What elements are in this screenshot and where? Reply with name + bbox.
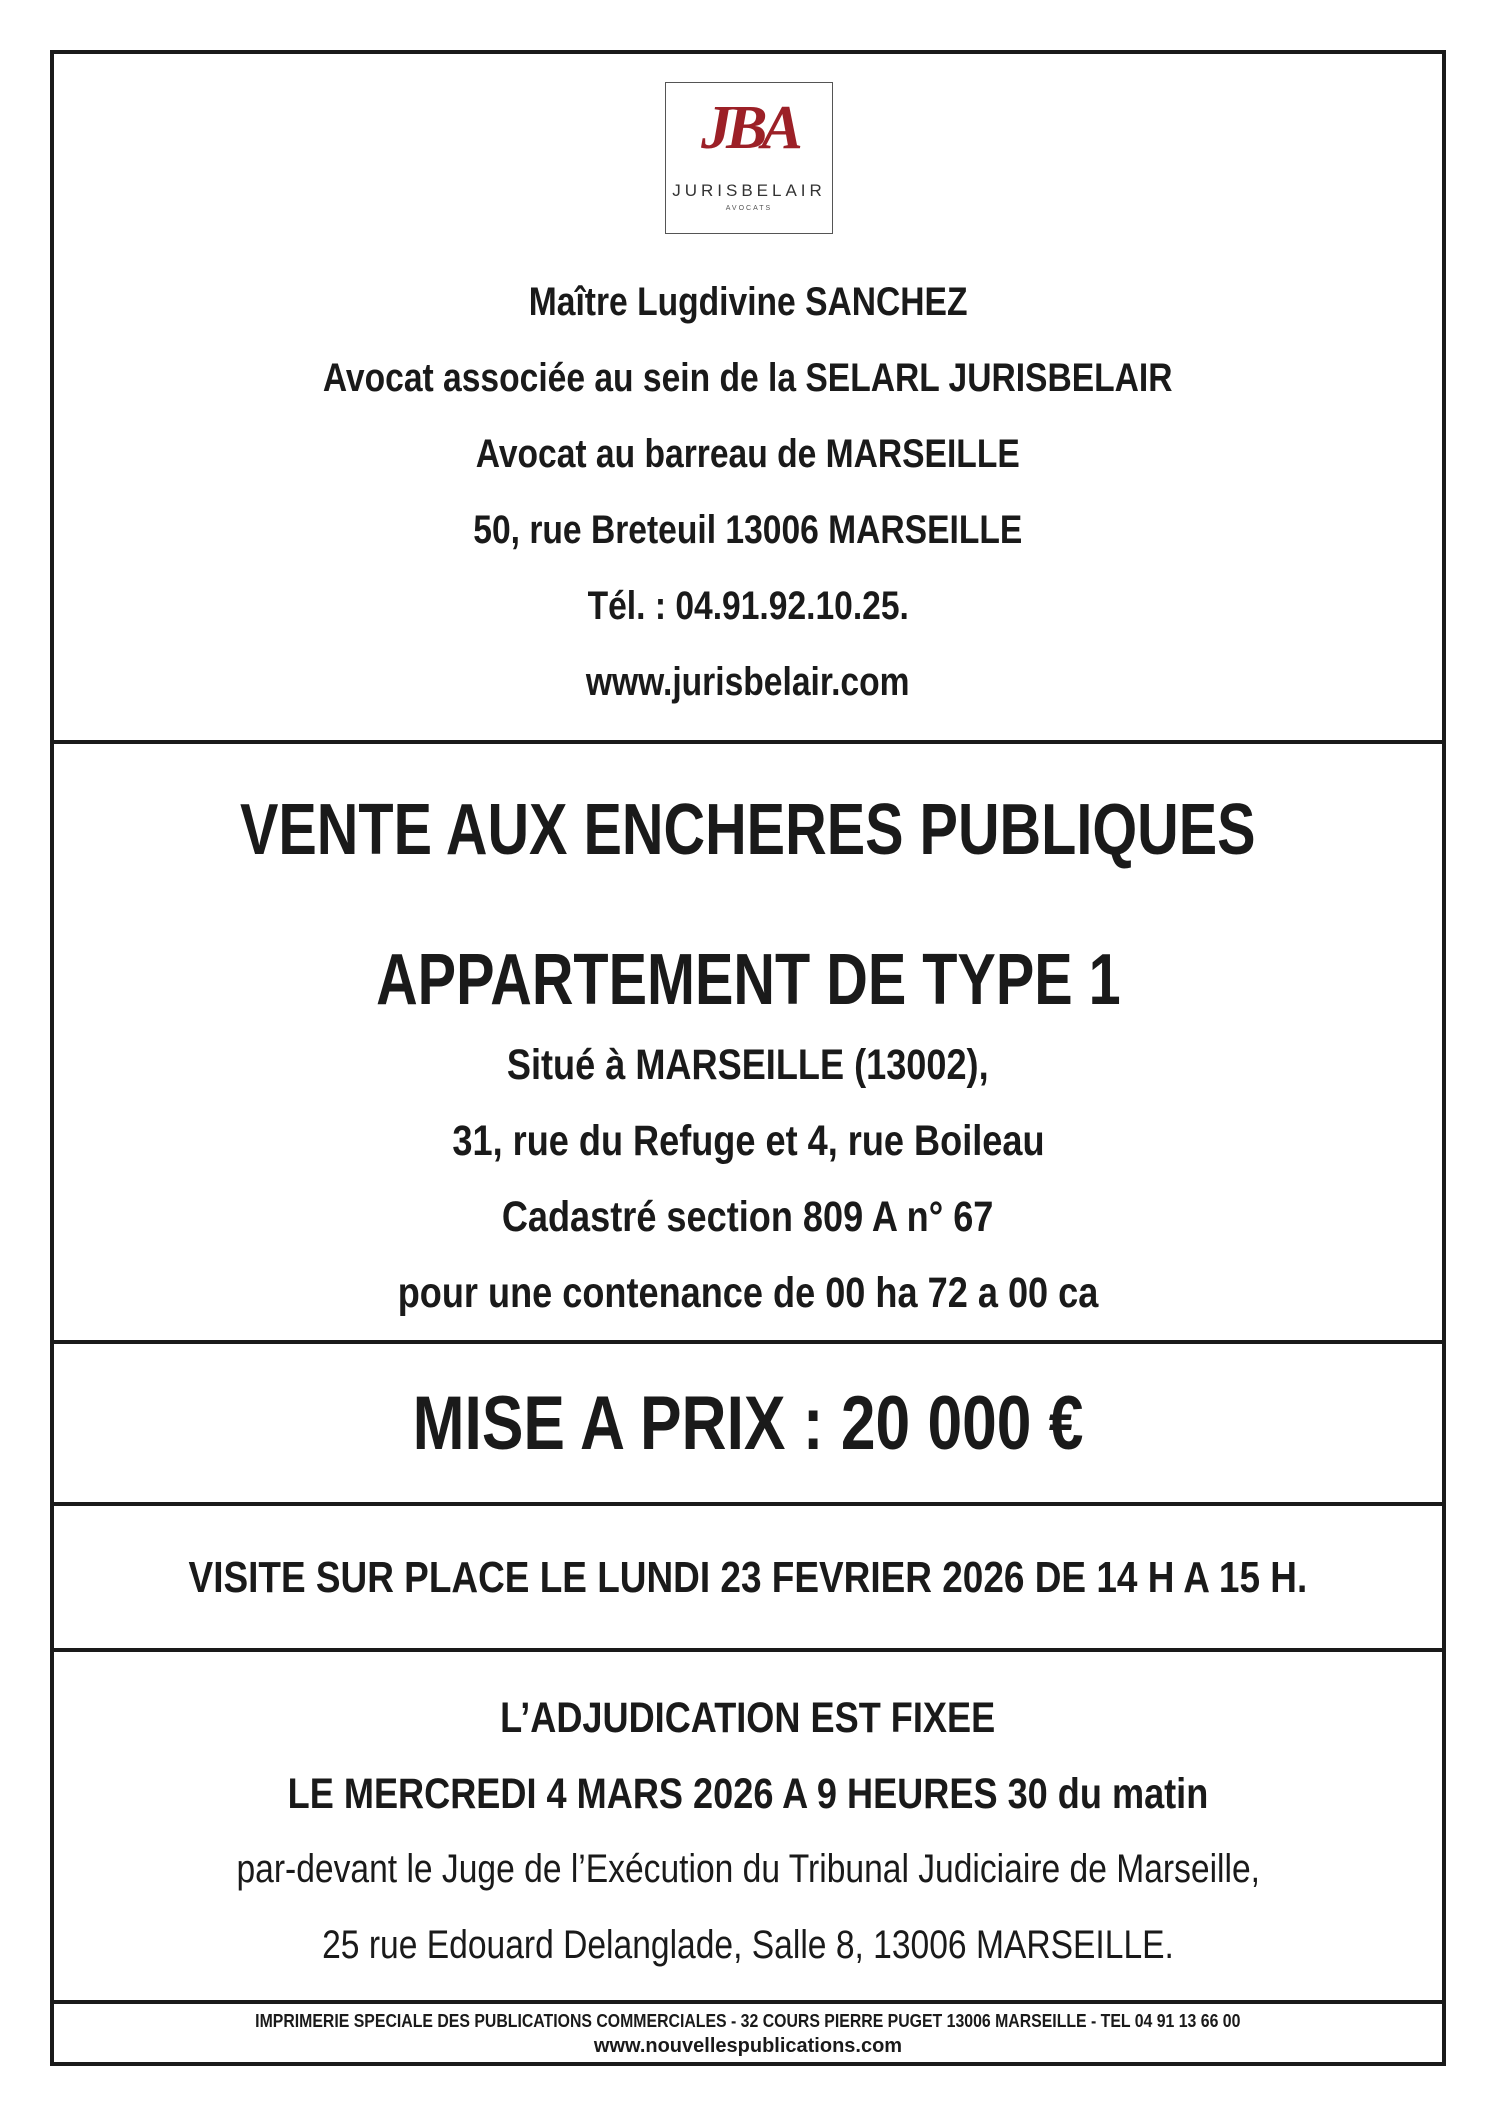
- property-cadastre: Cadastré section 809 A n° 67: [502, 1193, 994, 1241]
- property-area-line: [54, 1269, 1442, 1317]
- sale-title-line: [54, 790, 1442, 870]
- adjudication-court: par-devant le Juge de l’Exécution du Tribunal Judiciaire de Marseille,: [236, 1847, 1260, 1891]
- lawyer-role: Avocat associée au sein de la SELARL JURISBELAIR: [323, 356, 1173, 400]
- adjudication-heading: L’ADJUDICATION EST FIXEE: [500, 1694, 996, 1742]
- notice-frame: [50, 50, 1446, 2066]
- property-location-line: [54, 1041, 1442, 1089]
- lawyer-bar: Avocat au barreau de MARSEILLE: [476, 432, 1020, 476]
- logo-name: JURISBELAIR: [672, 181, 826, 200]
- printer-website-link[interactable]: www.nouvellespublications.com: [593, 2035, 903, 2057]
- lawyer-website-link[interactable]: www.jurisbelair.com: [586, 660, 910, 704]
- lawyer-address: 50, rue Breteuil 13006 MARSEILLE: [473, 508, 1023, 552]
- lawyer-phone-line: [54, 586, 1442, 626]
- lawyer-role-line: [54, 358, 1442, 398]
- adjudication-date-line: [54, 1770, 1442, 1818]
- property-cadastre-line: [54, 1193, 1442, 1241]
- logo-monogram: JBA: [701, 94, 797, 162]
- lawyer-website-line[interactable]: [54, 662, 1442, 702]
- property-type: APPARTEMENT DE TYPE 1: [375, 940, 1121, 1020]
- printer-footer: [54, 2004, 1442, 2066]
- visit-section: [54, 1506, 1442, 1652]
- starting-price-section: [54, 1344, 1442, 1506]
- adjudication-court-line: [54, 1849, 1442, 1889]
- property-type-line: [54, 940, 1442, 1020]
- visit-line: [54, 1553, 1442, 1602]
- property-location: Situé à MARSEILLE (13002),: [507, 1041, 989, 1089]
- logo-subtitle: AVOCATS: [725, 205, 773, 212]
- adjudication-address: 25 rue Edouard Delanglade, Salle 8, 13006 MARSEILLE.: [322, 1923, 1174, 1967]
- printer-info: IMPRIMERIE SPECIALE DES PUBLICATIONS COMMERCIALES - 32 COURS PIERRE PUGET 13006 MARSEILLE - TEL 04 91 13 66 00: [255, 2011, 1241, 2031]
- adjudication-address-line: [54, 1925, 1442, 1965]
- lawyer-header-section: [54, 54, 1442, 744]
- adjudication-heading-line: [54, 1694, 1442, 1742]
- visit-info: VISITE SUR PLACE LE LUNDI 23 FEVRIER 2026 DE 14 H A 15 H.: [188, 1553, 1308, 1602]
- lawyer-name: Maître Lugdivine SANCHEZ: [528, 280, 968, 324]
- sale-details-section: [54, 744, 1442, 1344]
- lawyer-address-line: [54, 510, 1442, 550]
- jurisbelair-logo: [665, 82, 833, 234]
- printer-info-line: [54, 2012, 1442, 2030]
- property-area: pour une contenance de 00 ha 72 a 00 ca: [397, 1269, 1099, 1317]
- adjudication-section: [54, 1652, 1442, 2004]
- sale-title: VENTE AUX ENCHERES PUBLIQUES: [240, 790, 1256, 870]
- property-address: 31, rue du Refuge et 4, rue Boileau: [451, 1117, 1045, 1165]
- starting-price-line: [54, 1381, 1442, 1466]
- lawyer-name-line: [54, 282, 1442, 322]
- lawyer-phone: Tél. : 04.91.92.10.25.: [587, 584, 909, 628]
- adjudication-date: LE MERCREDI 4 MARS 2026 A 9 HEURES 30 du matin: [287, 1770, 1209, 1818]
- property-address-line: [54, 1117, 1442, 1165]
- starting-price: MISE A PRIX : 20 000 €: [412, 1381, 1084, 1466]
- lawyer-bar-line: [54, 434, 1442, 474]
